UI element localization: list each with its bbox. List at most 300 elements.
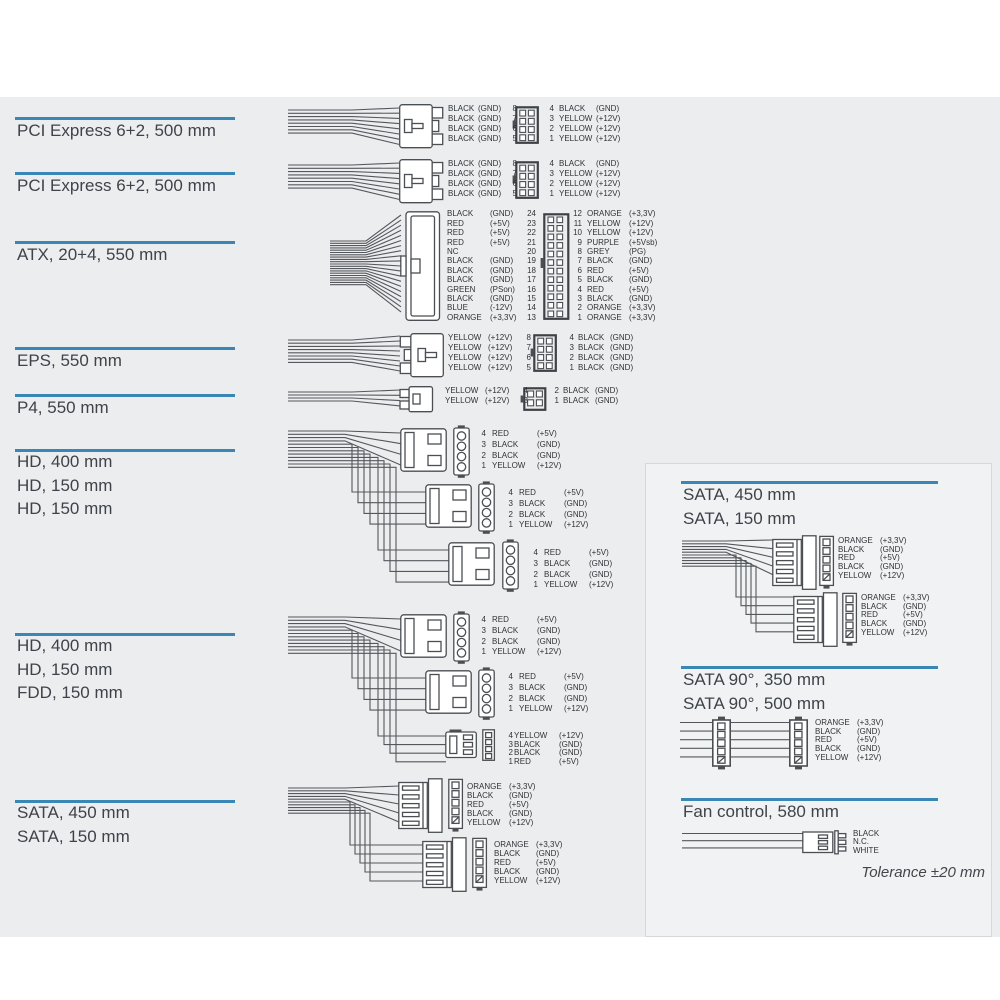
- pin-c: RED: [494, 857, 511, 867]
- pin-row: [505, 498, 588, 509]
- pin-v: (+5V): [589, 548, 609, 558]
- pin-row: [494, 876, 562, 885]
- pin-n: 6: [577, 265, 582, 275]
- pin-v: (+12V): [857, 752, 882, 762]
- pin-row: [448, 179, 517, 189]
- pin-c: YELLOW: [815, 752, 849, 762]
- pin-v: (GND): [478, 189, 502, 198]
- pin-c: YELLOW: [492, 461, 526, 471]
- pin-c: GREEN: [447, 284, 476, 294]
- pin-row: [505, 520, 588, 531]
- pin-c: BLACK: [559, 159, 586, 168]
- hd2-molex2-pins: [479, 667, 494, 719]
- pin-c: RED: [519, 488, 536, 498]
- pin-row: [467, 809, 535, 818]
- pin-n: 3: [523, 396, 528, 406]
- pin-v: (GND): [629, 256, 653, 266]
- sata-left2-pin-labels: [494, 840, 562, 885]
- pin-c: BLACK: [494, 866, 521, 876]
- hd2-molex1-pin-labels: [478, 615, 561, 658]
- pin-n: 1: [569, 363, 574, 372]
- hd1-molex3-wires: [288, 457, 449, 582]
- pin-row: [447, 303, 536, 312]
- hd1-molex3-connector: [449, 543, 494, 585]
- hd2-molex1-pins: [454, 611, 469, 663]
- pin-v: (GND): [903, 619, 927, 629]
- pcie1-right-pin-labels: [546, 104, 620, 144]
- pin-c: WHITE: [853, 845, 879, 855]
- section-label-hd2: [17, 634, 123, 705]
- pin-c: ORANGE: [587, 312, 622, 322]
- pin-row: [478, 439, 561, 450]
- hd1-molex1-pin-labels: [478, 429, 561, 472]
- pin-v: (+5V): [564, 672, 584, 682]
- pin-v: (GND): [610, 343, 634, 352]
- pin-row: [505, 757, 583, 766]
- section-label-sata-left: [17, 801, 130, 848]
- sata-right2-pins: [843, 593, 857, 645]
- pin-row: [551, 396, 618, 406]
- pin-c: BLACK: [448, 114, 475, 123]
- pin-c: YELLOW: [448, 343, 482, 352]
- label-line: SATA, 150 mm: [17, 826, 130, 846]
- pin-row: [447, 237, 536, 246]
- pcie1-connector: [400, 105, 443, 148]
- sata90-pin-labels: [815, 719, 883, 762]
- pin-v: (+12V): [485, 386, 510, 396]
- pin-v: (GND): [478, 104, 502, 113]
- pin-c: ORANGE: [447, 312, 482, 322]
- pin-row: [448, 134, 517, 144]
- pin-v: (+12V): [488, 363, 513, 372]
- pin-row: [448, 114, 517, 124]
- eps-connector: [400, 334, 443, 377]
- atx-pin-grid: [541, 214, 569, 318]
- pin-row: [447, 266, 536, 275]
- pin-v: (+3,3V): [857, 718, 884, 728]
- label-line: HD, 150 mm: [17, 499, 113, 518]
- pin-v: (+5V): [629, 265, 649, 275]
- pin-n: 3: [533, 559, 538, 569]
- pin-v: (GND): [490, 294, 514, 303]
- pin-v: (+12V): [596, 124, 621, 133]
- pin-row: [815, 736, 883, 745]
- pin-c: ORANGE: [587, 303, 622, 313]
- pin-row: [494, 840, 562, 849]
- pin-row: [530, 548, 613, 559]
- pin-v: (GND): [596, 159, 620, 168]
- atx-left-pin-labels: [447, 209, 536, 322]
- sata90-connector-2: [790, 717, 807, 770]
- section-label-p4: [17, 396, 109, 420]
- pin-c: RED: [519, 672, 536, 682]
- hd1-molex2-connector: [426, 485, 471, 527]
- pin-row: [494, 849, 562, 858]
- pin-v: (GND): [857, 726, 881, 736]
- pin-c: BLACK: [448, 189, 475, 198]
- pin-n: 22: [527, 228, 536, 238]
- label-line: HD, 150 mm: [17, 659, 113, 679]
- label-line: HD, 150 mm: [17, 475, 113, 495]
- pin-c: BLACK: [448, 179, 475, 188]
- pin-row: [505, 693, 588, 704]
- pin-n: 1: [481, 461, 486, 471]
- pin-row: [572, 284, 657, 293]
- pin-v: (GND): [629, 294, 653, 303]
- pin-n: 1: [533, 580, 538, 590]
- pin-row: [447, 294, 536, 303]
- pin-v: (+12V): [596, 179, 621, 188]
- pin-n: 4: [481, 429, 486, 439]
- pin-row: [566, 333, 633, 343]
- pin-v: (+12V): [629, 218, 654, 228]
- pin-c: ORANGE: [587, 209, 622, 219]
- sata-left1-pin-labels: [467, 782, 535, 827]
- pin-row: [815, 744, 883, 753]
- pin-n: 3: [481, 626, 486, 636]
- pin-row: [815, 727, 883, 736]
- pin-c: RED: [514, 757, 531, 767]
- pin-c: BLACK: [815, 744, 842, 754]
- pin-row: [445, 386, 528, 396]
- pcie1-wires: [288, 108, 399, 144]
- pin-row: [572, 219, 657, 228]
- pin-v: (+12V): [629, 228, 654, 238]
- pin-n: 3: [508, 683, 513, 693]
- pin-c: YELLOW: [448, 333, 482, 342]
- pin-row: [546, 104, 620, 114]
- pin-v: (+12V): [596, 134, 621, 143]
- pin-row: [448, 104, 517, 114]
- pin-v: (+12V): [596, 189, 621, 198]
- pin-row: [447, 228, 536, 237]
- pin-v: (+12V): [537, 461, 562, 471]
- pin-row: [815, 753, 883, 762]
- pin-c: BLACK: [578, 333, 605, 342]
- pin-c: YELLOW: [559, 124, 593, 133]
- p4-right-pin-labels: [551, 386, 618, 406]
- pin-row: [447, 313, 536, 322]
- pin-row: [505, 749, 583, 758]
- pin-v: (+3,3V): [509, 782, 536, 791]
- p4-wires: [288, 390, 400, 406]
- hd2-fdd-wires: [288, 643, 446, 761]
- pin-row: [838, 562, 906, 571]
- pin-row: [505, 740, 583, 749]
- pin-c: BLACK: [587, 275, 614, 285]
- pin-v: (+12V): [488, 353, 513, 362]
- pin-v: (+3,3V): [536, 839, 563, 849]
- pin-c: YELLOW: [514, 731, 548, 741]
- pin-c: BLACK: [448, 169, 475, 178]
- pin-row: [494, 858, 562, 867]
- pin-n: 2: [508, 748, 513, 758]
- pcie1-left-pin-labels: [448, 104, 517, 144]
- pin-v: (+5V): [537, 429, 557, 439]
- sata-left1-pins: [449, 779, 463, 831]
- pin-row: [530, 569, 613, 580]
- pin-c: YELLOW: [559, 134, 593, 143]
- pin-c: YELLOW: [445, 386, 479, 396]
- pin-row: [505, 488, 588, 499]
- sata90-wires: [680, 723, 808, 757]
- pin-v: (GND): [537, 440, 561, 450]
- pin-c: RED: [447, 228, 464, 238]
- pin-n: 5: [512, 189, 517, 198]
- pin-c: ORANGE: [838, 536, 873, 546]
- pin-row: [447, 284, 536, 293]
- pcie2-wires: [288, 163, 399, 199]
- pin-n: 1: [481, 647, 486, 657]
- hd1-molex2-pins: [479, 481, 494, 533]
- pin-v: (GND): [490, 209, 514, 219]
- pin-c: BLACK: [861, 619, 888, 629]
- pin-c: BLACK: [447, 265, 474, 275]
- pin-n: 6: [512, 124, 517, 133]
- pin-row: [838, 545, 906, 554]
- pin-n: 17: [527, 275, 536, 285]
- pin-row: [838, 554, 906, 563]
- label-line: P4, 550 mm: [17, 398, 109, 417]
- pin-c: RED: [587, 265, 604, 275]
- section-label-hd1: [17, 450, 112, 521]
- pin-v: (+5V): [903, 610, 923, 620]
- pin-c: BLACK: [447, 256, 474, 266]
- pcie2-left-pin-labels: [448, 159, 517, 199]
- pin-v: (+12V): [880, 570, 905, 580]
- pin-v: (GND): [857, 744, 881, 754]
- pin-c: BLACK: [563, 396, 590, 406]
- pin-n: 7: [512, 169, 517, 178]
- pin-c: RED: [467, 800, 484, 809]
- pin-n: 9: [577, 237, 582, 247]
- pin-row: [505, 672, 588, 683]
- atx-wires: [330, 215, 401, 312]
- pin-row: [530, 558, 613, 569]
- pin-c: YELLOW: [838, 570, 872, 580]
- pin-n: 15: [527, 294, 536, 303]
- pin-row: [572, 275, 657, 284]
- pin-v: (+3,3V): [880, 536, 907, 546]
- pin-row: [448, 124, 517, 134]
- pin-c: BLACK: [448, 134, 475, 143]
- pin-n: 8: [577, 247, 582, 257]
- pin-c: BLACK: [838, 562, 865, 572]
- pin-c: BLACK: [492, 626, 519, 636]
- pin-n: 20: [527, 247, 536, 257]
- pin-c: BLACK: [519, 499, 546, 509]
- pin-v: (GND): [559, 748, 583, 758]
- pin-n: 2: [481, 450, 486, 460]
- sata90-connector-1: [713, 717, 730, 770]
- pin-row: [572, 303, 657, 312]
- pin-row: [447, 247, 536, 256]
- pin-c: BLACK: [578, 343, 605, 352]
- label-line: PCI Express 6+2, 500 mm: [17, 121, 216, 140]
- pin-v: (GND): [564, 509, 588, 519]
- pin-n: 4: [508, 488, 513, 498]
- section-label-pcie1: [17, 119, 216, 143]
- pin-v: (GND): [478, 124, 502, 133]
- pin-row: [494, 867, 562, 876]
- pin-v: (GND): [478, 169, 502, 178]
- pin-n: 6: [526, 353, 531, 362]
- pin-row: [447, 219, 536, 228]
- pin-n: 4: [508, 672, 513, 682]
- pin-v: (+5V): [629, 284, 649, 294]
- pin-row: [572, 294, 657, 303]
- pin-n: 3: [549, 169, 554, 178]
- eps-pin-grid: [531, 335, 556, 371]
- pcie2-right-pin-labels: [546, 159, 620, 199]
- section-label-sata90: [683, 668, 825, 715]
- eps-wires: [288, 336, 400, 371]
- pin-n: 8: [512, 104, 517, 113]
- pin-n: 8: [512, 159, 517, 168]
- pin-v: (+3,3V): [629, 303, 656, 313]
- pin-row: [861, 611, 929, 620]
- pin-n: 2: [508, 509, 513, 519]
- pin-c: RED: [544, 548, 561, 558]
- pin-row: [546, 169, 620, 179]
- pin-v: (+12V): [596, 114, 621, 123]
- pin-c: NC: [447, 247, 459, 257]
- pin-c: YELLOW: [559, 189, 593, 198]
- pin-v: (+12V): [589, 580, 614, 590]
- eps-left-pin-labels: [448, 333, 531, 373]
- pin-n: 1: [554, 396, 559, 406]
- tolerance-note: Tolerance ±20 mm: [861, 864, 985, 881]
- pin-row: [572, 247, 657, 256]
- pin-row: [815, 719, 883, 728]
- pin-row: [467, 782, 535, 791]
- pin-v: (GND): [478, 179, 502, 188]
- label-line: SATA, 450 mm: [683, 485, 796, 504]
- pin-row: [546, 124, 620, 134]
- pin-n: 4: [481, 615, 486, 625]
- pin-v: (+12V): [596, 169, 621, 178]
- pin-c: YELLOW: [494, 875, 528, 885]
- pin-row: [448, 169, 517, 179]
- pin-row: [546, 179, 620, 189]
- pin-n: 11: [573, 218, 582, 228]
- pin-n: 7: [526, 343, 531, 352]
- pin-v: (GND): [536, 848, 560, 858]
- pin-v: (+3,3V): [490, 312, 517, 322]
- pin-row: [572, 313, 657, 322]
- pin-row: [467, 818, 535, 827]
- pin-v: (+5V): [559, 757, 579, 767]
- pin-v: (+5V): [564, 488, 584, 498]
- pin-row: [448, 343, 531, 353]
- pin-c: GREY: [587, 247, 610, 257]
- pin-n: 10: [573, 228, 582, 238]
- pin-v: (GND): [629, 275, 653, 285]
- pin-row: [530, 580, 613, 591]
- sata-right1-pins: [820, 536, 834, 588]
- pin-c: YELLOW: [519, 704, 553, 714]
- pin-row: [467, 791, 535, 800]
- pin-row: [566, 353, 633, 363]
- pin-v: (GND): [490, 265, 514, 275]
- pin-c: YELLOW: [559, 179, 593, 188]
- pin-row: [445, 396, 528, 406]
- pin-n: 3: [481, 440, 486, 450]
- pin-c: YELLOW: [445, 396, 479, 406]
- pin-v: (GND): [610, 363, 634, 372]
- pin-n: 2: [549, 124, 554, 133]
- pin-v: (+5V): [536, 857, 556, 867]
- pin-n: 4: [549, 159, 554, 168]
- pin-n: 2: [577, 303, 582, 313]
- pin-n: 4: [508, 731, 513, 741]
- pin-c: BLACK: [492, 636, 519, 646]
- fan-wires: [682, 834, 803, 848]
- pin-row: [448, 363, 531, 373]
- pin-c: BLACK: [861, 601, 888, 611]
- hd2-molex2-connector: [426, 671, 471, 713]
- pin-c: YELLOW: [492, 647, 526, 657]
- pin-v: (+5V): [490, 228, 510, 238]
- pin-c: BLACK: [494, 848, 521, 858]
- pin-n: 2: [554, 386, 559, 396]
- pin-row: [838, 571, 906, 580]
- pin-c: YELLOW: [519, 520, 553, 530]
- pin-v: (+5V): [509, 800, 529, 809]
- pin-v: (PSon): [490, 284, 515, 294]
- atx-right-pin-labels: [572, 209, 657, 322]
- pin-c: YELLOW: [861, 627, 895, 637]
- pin-n: 1: [508, 520, 513, 530]
- pin-n: 3: [577, 294, 582, 303]
- section-label-pcie2: [17, 174, 216, 198]
- pin-n: 2: [569, 353, 574, 362]
- pin-c: YELLOW: [467, 818, 501, 827]
- sata-left1-connector: [399, 779, 442, 833]
- pin-c: YELLOW: [448, 353, 482, 362]
- pin-v: (+5V): [490, 218, 510, 228]
- pin-n: 5: [526, 363, 531, 372]
- pin-v: (+12V): [564, 704, 589, 714]
- pin-row: [478, 461, 561, 472]
- pin-row: [566, 343, 633, 353]
- pin-v: (GND): [880, 562, 904, 572]
- pin-c: BLACK: [578, 363, 605, 372]
- label-line: SATA 90°, 500 mm: [683, 693, 826, 713]
- pin-c: YELLOW: [559, 169, 593, 178]
- pin-v: (GND): [537, 626, 561, 636]
- pin-c: BLUE: [447, 303, 468, 313]
- fdd-connector: [446, 730, 477, 758]
- pin-n: 1: [549, 134, 554, 143]
- pin-c: RED: [492, 615, 509, 625]
- pin-v: (+3,3V): [629, 312, 656, 322]
- label-line: FDD, 150 mm: [17, 683, 123, 702]
- pin-c: BLACK: [519, 683, 546, 693]
- pin-row: [572, 228, 657, 237]
- pin-v: (GND): [903, 601, 927, 611]
- pin-row: [861, 594, 929, 603]
- fan-pin-labels: [853, 829, 879, 855]
- pin-c: BLACK: [447, 209, 474, 219]
- pin-n: 13: [527, 312, 536, 322]
- section-label-fan: [683, 800, 839, 824]
- pin-v: (GND): [509, 809, 533, 818]
- hd1-molex1-connector: [401, 429, 446, 471]
- pin-n: 23: [527, 218, 536, 228]
- pin-c: YELLOW: [559, 114, 593, 123]
- pin-row: [478, 429, 561, 440]
